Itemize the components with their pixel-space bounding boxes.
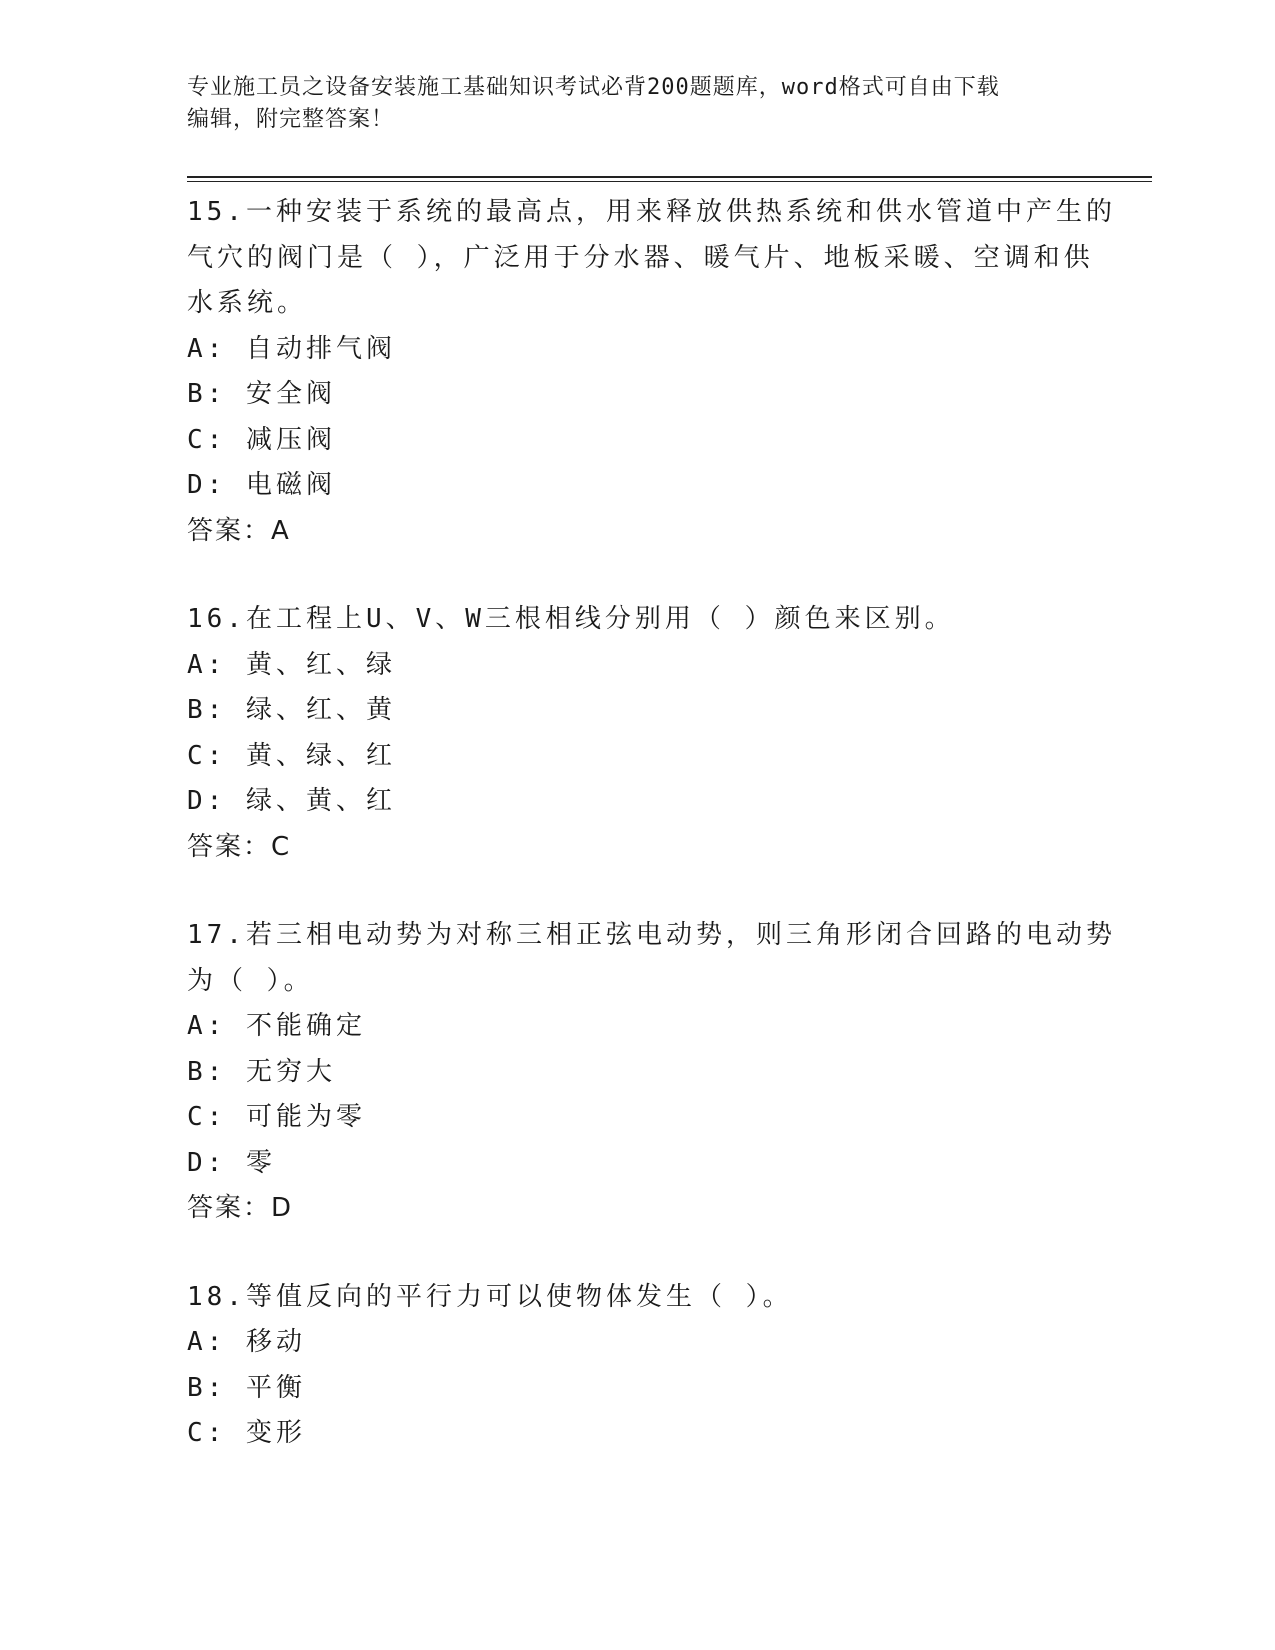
answer-line: 答案：D [187,1193,294,1223]
question-stem-line: 15.一种安装于系统的最高点，用来释放供热系统和供水管道中产生的 [187,197,1116,227]
question-16 [187,597,1077,870]
question-17 [187,913,1116,1232]
option-a: A: 黄、红、绿 [187,649,396,680]
option-a: A: 自动排气阀 [187,333,396,364]
question-stem-line: 18.等值反向的平行力可以使物体发生（ ）。 [187,1281,793,1312]
question-stem-line: 为（ ）。 [187,965,314,996]
answer-line: 答案：A [187,515,291,546]
header-line-1: 专业施工员之设备安装施工基础知识考试必背200题题库，word格式可自由下载 [187,75,1000,100]
header-divider-thin [187,181,1152,182]
option-d: D: 绿、黄、红 [187,786,396,816]
header-line-2: 编辑，附完整答案！ [187,107,395,132]
answer-line: 答案：C [187,831,292,862]
option-b: B: 安全阀 [187,379,336,409]
option-c: C: 可能为零 [187,1102,366,1132]
option-a: A: 不能确定 [187,1011,366,1041]
question-stem-line: 16.在工程上U、V、W三根相线分别用（ ）颜色来区别。 [187,604,955,634]
option-c: C: 变形 [187,1418,306,1448]
document-header [187,72,1087,136]
option-b: B: 平衡 [187,1372,306,1403]
option-c: C: 黄、绿、红 [187,740,396,771]
question-stem-line: 17.若三相电动势为对称三相正弦电动势，则三角形闭合回路的电动势 [187,920,1116,950]
option-a: A: 移动 [187,1327,306,1357]
option-d: D: 电磁阀 [187,470,336,500]
question-list [187,190,1116,1500]
option-c: C: 减压阀 [187,424,336,455]
question-18 [187,1275,1077,1457]
header-divider-thick [187,176,1152,178]
question-stem-line: 气穴的阀门是（ ），广泛用于分水器、暖气片、地板采暖、空调和供 [187,242,1094,273]
option-d: D: 零 [187,1147,276,1178]
question-15 [187,190,1116,554]
option-b: B: 绿、红、黄 [187,695,396,725]
option-b: B: 无穷大 [187,1056,336,1087]
question-stem-line: 水系统。 [187,288,308,318]
